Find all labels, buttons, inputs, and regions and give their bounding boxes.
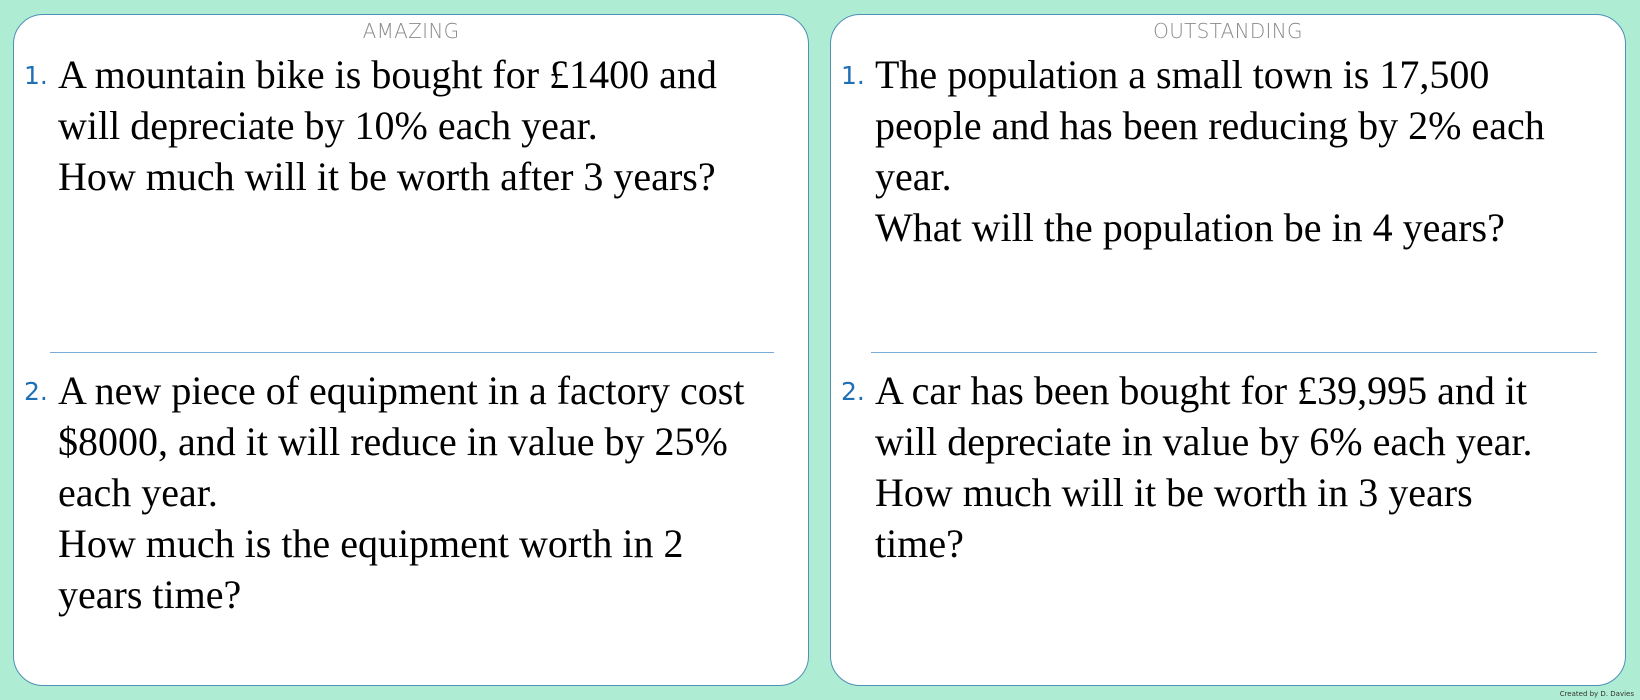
question-2 — [24, 365, 796, 620]
question-line: each year. — [58, 470, 218, 515]
question-line: time? — [875, 521, 964, 566]
question-text — [875, 49, 1613, 253]
question-line: How much will it be worth in 3 years — [875, 470, 1473, 515]
question-line: will depreciate in value by 6% each year. — [875, 419, 1533, 464]
question-text — [875, 365, 1613, 569]
question-number: 2. — [24, 377, 48, 406]
question-line: A mountain bike is bought for £1400 and — [58, 52, 717, 97]
question-line: $8000, and it will reduce in value by 25% — [58, 419, 728, 464]
question-number: 1. — [841, 61, 865, 90]
question-line: What will the population be in 4 years? — [875, 205, 1505, 250]
panel-title: AMAZING — [362, 19, 460, 43]
question-line: A car has been bought for £39,995 and it — [875, 368, 1528, 413]
question-line: will depreciate by 10% each year. — [58, 103, 598, 148]
question-line: people and has been reducing by 2% each — [875, 103, 1545, 148]
divider-line — [50, 352, 774, 353]
question-1 — [24, 49, 796, 202]
amazing-panel — [13, 14, 809, 686]
question-2 — [841, 365, 1613, 569]
question-line: The population a small town is 17,500 — [875, 52, 1490, 97]
question-number: 1. — [24, 61, 48, 90]
question-line: year. — [875, 154, 952, 199]
credit-text: Created by D. Davies — [1559, 690, 1634, 698]
question-text — [58, 49, 796, 202]
question-line: years time? — [58, 572, 242, 617]
panel-title: OUTSTANDING — [1153, 19, 1303, 43]
question-1 — [841, 49, 1613, 253]
question-line: How much will it be worth after 3 years? — [58, 154, 716, 199]
divider-line — [871, 352, 1597, 353]
question-line: A new piece of equipment in a factory cost — [58, 368, 745, 413]
outstanding-panel — [830, 14, 1626, 686]
question-number: 2. — [841, 377, 865, 406]
question-text — [58, 365, 796, 620]
question-line: How much is the equipment worth in 2 — [58, 521, 684, 566]
